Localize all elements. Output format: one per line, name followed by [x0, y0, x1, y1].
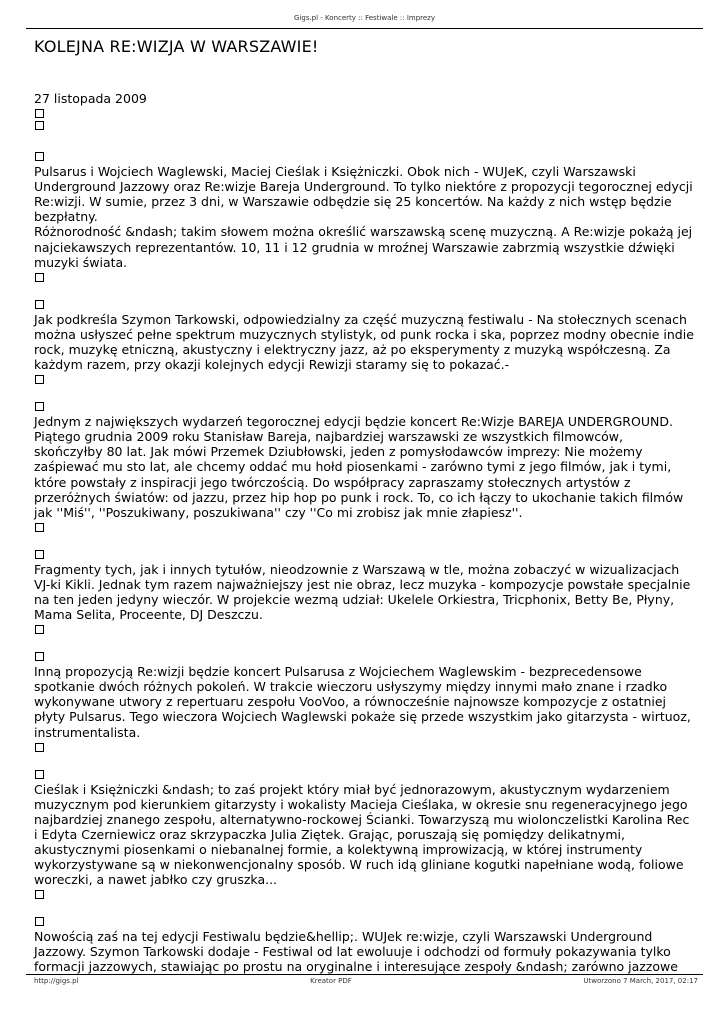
image-placeholder-icon [35, 917, 44, 926]
header-divider [26, 28, 703, 29]
paragraph: Jak podkreśla Szymon Tarkowski, odpowiedzialny za część muzyczną festiwalu - Na stołecznych scenach można usłyszeć pełne spektrum muzycznych stylistyk, od punk rocka i ska, poprzez modny obecnie indie rock, muzykę etniczną, akustyczny i elektryczny jazz, aż po eksperymenty z muzyką współczesną. Za każdym razem, przy okazji kolejnych edycji Rewizji staramy się to pokazać.- [34, 311, 694, 373]
article-date: 27 listopada 2009 [34, 91, 147, 106]
page-footer [34, 977, 698, 985]
image-placeholder-icon [35, 890, 44, 899]
paragraph: Cieślak i Księżniczki &ndash; to zaś projekt który miał być jednorazowym, akustycznym wydarzeniem muzycznym pod kierunkiem gitarzysty i wokalisty Macieja Cieślaka, w okresie snu regeneracyjnego jego najbardziej znanego zespołu, alternatywno-rockowej Ścianki. Towarzyszą mu wiolonczelistki Karolina Rec i Edyta Czerniewicz oraz skrzypaczka Julia Ziętek. Grając, poruszają się pomiędzy delikatnymi, akustycznymi piosenkami o niebanalnej formie, a kolektywną improwizacją, w której instrumenty wykorzystywane są w niekonwencjonalny sposób. W ruch idą gliniane kogutki napełniane wodą, foliowe woreczki, a nawet jabłko czy gruszka... [34, 781, 690, 888]
paragraph: Jednym z największych wydarzeń tegorocznej edycji będzie koncert Re:Wizje BAREJA UNDERGROUND. Piątego grudnia 2009 roku Stanisław Bareja, najbardziej warszawski ze wszystkich filmowców, skończyłby 80 lat. Jak mówi Przemek Dziubłowski, jeden z pomysłodawców imprezy: Nie możemy zaśpiewać mu sto lat, ale chcemy oddać mu hołd piosenkami - zarówno tymi z jego filmów, jak i tymi, które powstały z inspiracji jego twórczością. Do współpracy zapraszamy stołecznych artystów z przeróżnych światów: od jazzu, przez hip hop po punk i rock. To, co ich łączy to ukochanie takich filmów jak ''Miś'', ''Poszukiwany, poszukiwana'' czy ''Co mi zrobisz jak mnie złapiesz''. [34, 414, 684, 520]
footer-generator: Kreator PDF [310, 977, 352, 985]
site-title: Gigs.pl - Koncerty :: Festiwale :: Imprezy [294, 14, 435, 22]
paragraph: Pulsarus i Wojciech Waglewski, Maciej Cieślak i Księżniczki. Obok nich - WUJeK, czyli Warszawski Underground Jazzowy oraz Re:wizje Bareja Underground. To tylko niektóre z propozycji tegorocznej edycji Re:wizji. W sumie, przez 3 dni, w Warszawie odbędzie się 25 koncertów. Na każdy z nich wstęp będzie bezpłatny. [34, 164, 693, 225]
paragraph: Fragmenty tych, jak i innych tytułów, nieodzownie z Warszawą w tle, można zobaczyć w wizualizacjach VJ-ki Kikli. Jednak tym razem najważniejszy jest nie obraz, lecz muzyka - kompozycje powstałe specjalnie na ten jeden jedyny wieczór. W projekcie wezmą udział: Ukelele Orkiestra, Tricphonix, Betty Be, Płyny, Mama Selita, Proceente, DJ Deszczu. [34, 561, 691, 623]
image-placeholder-icon [35, 121, 44, 130]
image-placeholder-icon [35, 273, 44, 282]
image-placeholder-icon [35, 523, 44, 532]
image-placeholder-icon [35, 152, 44, 161]
paragraph: Różnorodność &ndash; takim słowem można określić warszawską scenę muzyczną. A Re:wizje pokażą jej najciekawszych reprezentantów. 10, 11 i 12 grudnia w mroźnej Warszawie zabrzmią wszystkie dźwięki muzyki świata. [34, 224, 693, 270]
footer-created: Utworzono 7 March, 2017, 02:17 [583, 977, 698, 985]
image-placeholder-icon [35, 109, 44, 118]
image-placeholder-icon [35, 300, 44, 309]
image-placeholder-icon [35, 550, 44, 559]
paragraph: Inną propozycją Re:wizji będzie koncert Pulsarusa z Wojciechem Waglewskim - bezprecedensowe spotkanie dwóch różnych pokoleń. W trakcie wieczoru usłyszymy między innymi mało znane i rzadko wykonywane utwory z repertuaru zespołu VooVoo, a równocześnie najnowsze kompozycje z ostatniej płyty Pulsarus. Tego wieczora Wojciech Waglewski pokaże się przede wszystkim jako gitarzysta - wirtuoz, instrumentalista. [34, 664, 691, 740]
image-placeholder-icon [35, 743, 44, 752]
image-placeholder-icon [35, 652, 44, 661]
article-body [34, 91, 694, 975]
image-placeholder-icon [35, 402, 44, 411]
footer-divider [26, 974, 703, 975]
image-placeholder-icon [35, 770, 44, 779]
image-placeholder-icon [35, 375, 44, 384]
image-placeholder-icon [35, 625, 44, 634]
article-title: KOLEJNA RE:WIZJA W WARSZAWIE! [34, 37, 319, 56]
paragraph: Nowością zaś na tej edycji Festiwalu będzie&hellip;. WUJek re:wizje, czyli Warszawski Underground Jazzowy. Szymon Tarkowski dodaje - Festiwal od lat ewoluuje i odchodzi od formuły pokazywania tylko formacji jazzowych, stawiając po prostu na oryginalne i interesujące zespoły &ndash; zarówno jazzowe [34, 929, 678, 975]
footer-url: http://gigs.pl [34, 977, 79, 985]
